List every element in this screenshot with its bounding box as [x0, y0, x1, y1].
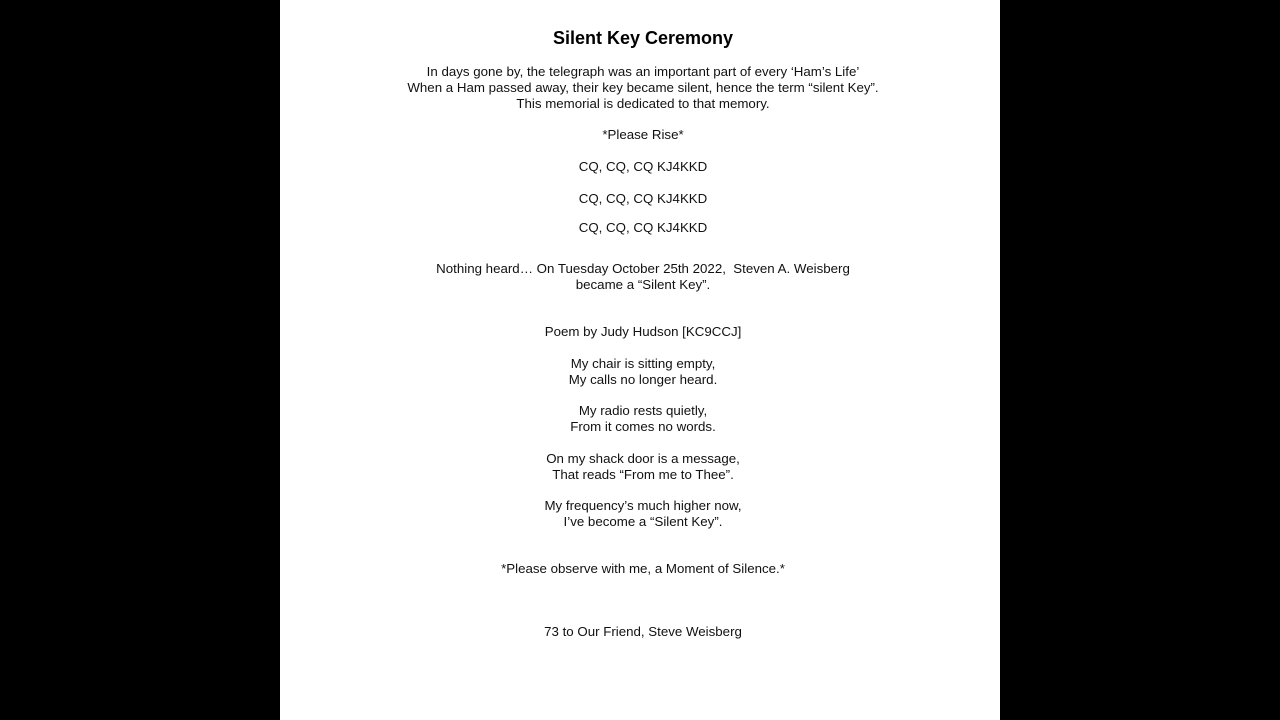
poem-line: My chair is sitting empty, [570, 356, 716, 371]
poem-line: From it comes no words. [570, 419, 716, 434]
poem-line: My frequency’s much higher now, [544, 498, 742, 513]
cq-call: CQ, CQ, CQ KJ4KKD [578, 191, 708, 206]
poem-byline: Poem by Judy Hudson [KC9CCJ] [544, 324, 742, 339]
cq-call: CQ, CQ, CQ KJ4KKD [578, 159, 708, 174]
intro-line: When a Ham passed away, their key became silent, hence the term “silent Key”. [407, 80, 879, 95]
poem-line: My calls no longer heard. [568, 372, 718, 387]
moment-of-silence: *Please observe with me, a Moment of Silence.* [501, 561, 785, 576]
poem-line: My radio rests quietly, [578, 403, 708, 418]
closing-line: 73 to Our Friend, Steve Weisberg [544, 624, 742, 639]
document-page [280, 0, 1000, 720]
poem-line: That reads “From me to Thee”. [552, 467, 734, 482]
intro-line: In days gone by, the telegraph was an important part of every ‘Ham’s Life’ [426, 64, 860, 79]
nothing-heard-line: became a “Silent Key”. [575, 277, 711, 292]
nothing-heard-line: Nothing heard… On Tuesday October 25th 2022, Steven A. Weisberg [436, 261, 850, 276]
please-rise: *Please Rise* [602, 127, 684, 142]
intro-line: This memorial is dedicated to that memory. [516, 96, 770, 111]
poem-line: On my shack door is a message, [546, 451, 740, 466]
cq-call: CQ, CQ, CQ KJ4KKD [578, 220, 708, 235]
page-title: Silent Key Ceremony [552, 28, 734, 48]
poem-line: I’ve become a “Silent Key”. [563, 514, 723, 529]
